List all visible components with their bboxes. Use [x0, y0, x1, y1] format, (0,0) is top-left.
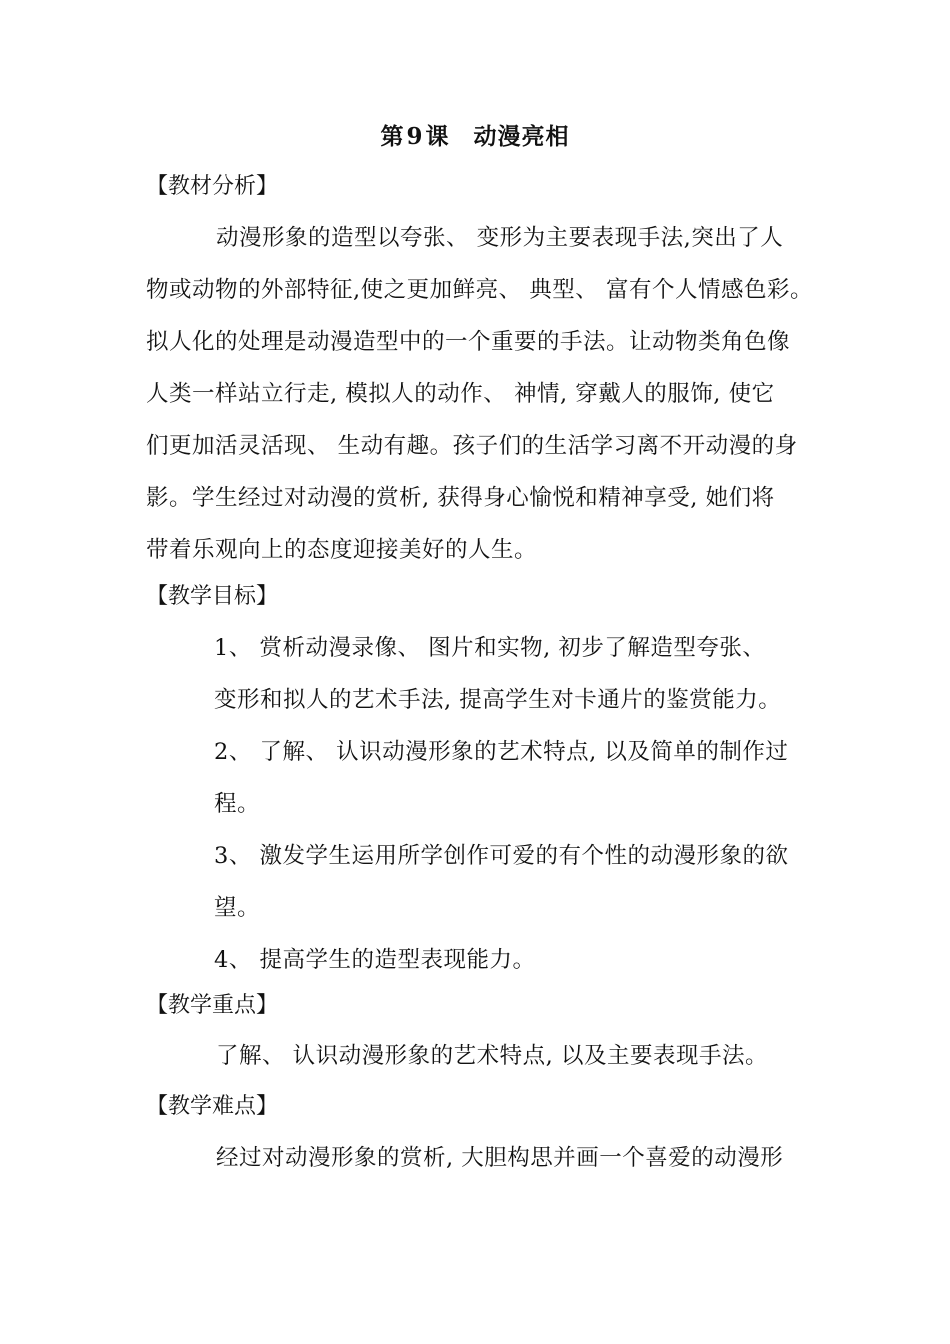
goal-item-3-line-2: 望。 — [214, 895, 261, 921]
analysis-line: 带着乐观向上的态度迎接美好的人生。 — [146, 537, 538, 563]
goal-item-4-line-1: 4、 提高学生的造型表现能力。 — [214, 947, 536, 973]
heading-key-points: 【教学重点】 — [146, 993, 279, 1018]
analysis-line: 人类一样站立行走, 模拟人的动作、 神情, 穿戴人的服饰, 使它 — [146, 381, 775, 407]
key-points-text: 了解、 认识动漫形象的艺术特点, 以及主要表现手法。 — [216, 1043, 768, 1069]
difficulty-text: 经过对动漫形象的赏析, 大胆构思并画一个喜爱的动漫形 — [216, 1145, 784, 1171]
goal-item-2-line-1: 2、 了解、 认识动漫形象的艺术特点, 以及简单的制作过 — [214, 739, 789, 765]
goal-item-3-line-1: 3、 激发学生运用所学创作可爱的有个性的动漫形象的欲 — [214, 843, 789, 869]
analysis-line: 物或动物的外部特征,使之更加鲜亮、 典型、 富有个人情感色彩。 — [146, 277, 813, 303]
analysis-line: 影。学生经过对动漫的赏析, 获得身心愉悦和精神享受, 她们将 — [146, 485, 775, 511]
analysis-line: 动漫形象的造型以夸张、 变形为主要表现手法,突出了人 — [216, 225, 784, 251]
analysis-paragraph — [146, 212, 826, 576]
title-lesson-name: 动漫亮相 — [473, 123, 570, 150]
heading-goals: 【教学目标】 — [146, 584, 279, 609]
heading-difficulty: 【教学难点】 — [146, 1094, 279, 1119]
title-lesson-suffix: 课 — [425, 123, 450, 150]
lesson-title — [0, 118, 950, 151]
analysis-line: 们更加活灵活现、 生动有趣。孩子们的生活学习离不开动漫的身 — [146, 433, 798, 459]
goal-item-1-line-1: 1、 赏析动漫录像、 图片和实物, 初步了解造型夸张、 — [214, 635, 766, 661]
title-lesson-prefix: 第 — [380, 123, 405, 150]
goal-list — [214, 622, 834, 986]
heading-analysis: 【教材分析】 — [146, 174, 279, 199]
analysis-line: 拟人化的处理是动漫造型中的一个重要的手法。让动物类角色像 — [146, 329, 791, 355]
goal-item-1-line-2: 变形和拟人的艺术手法, 提高学生对卡通片的鉴赏能力。 — [214, 687, 782, 713]
goal-item-2-line-2: 程。 — [214, 791, 261, 817]
title-lesson-number: 9 — [406, 123, 424, 150]
